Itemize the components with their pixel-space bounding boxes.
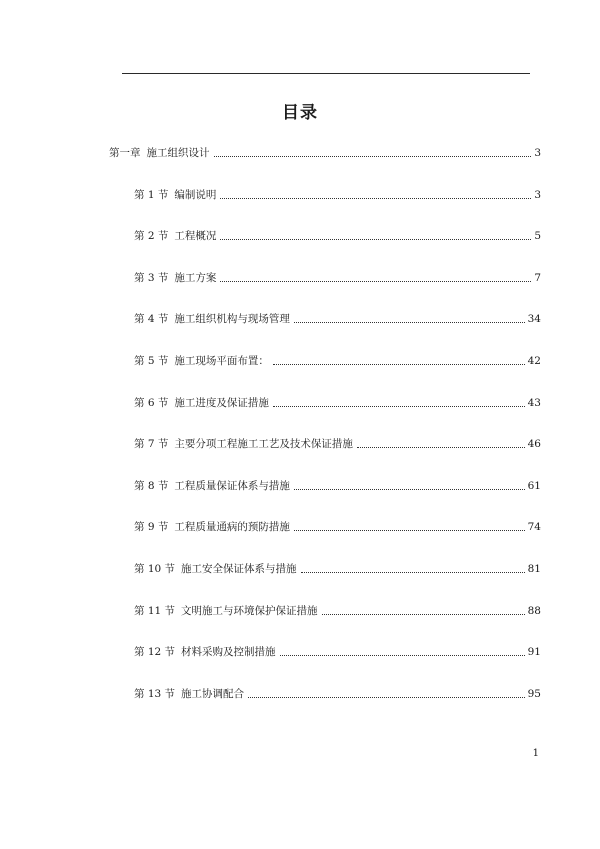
toc-entry-label — [134, 479, 290, 493]
toc-entry-number: 第 6 节 — [134, 397, 169, 409]
toc-entry-page: 81 — [527, 563, 541, 575]
toc-entry-text: 材料采购及控制措施 — [181, 646, 276, 658]
toc-entry-page: 34 — [527, 313, 541, 325]
toc-leader-dots — [294, 322, 525, 323]
toc-entry-label — [134, 188, 216, 202]
toc-leader-dots — [273, 364, 525, 365]
toc-entry-label — [134, 396, 269, 410]
toc-entry[interactable] — [134, 518, 541, 534]
page-number: 1 — [532, 748, 539, 759]
toc-entry-number: 第 7 节 — [134, 438, 169, 450]
toc-entry-number: 第 10 节 — [134, 563, 176, 575]
toc-entry[interactable] — [134, 685, 541, 701]
toc-entry-number: 第 2 节 — [134, 230, 169, 242]
toc-entry-label — [134, 562, 297, 576]
toc-entry-label — [134, 520, 290, 534]
toc-entry-text: 施工组织设计 — [146, 147, 210, 159]
toc-entry-number: 第 5 节 — [134, 355, 169, 367]
toc-entry[interactable] — [134, 186, 541, 202]
toc-entry[interactable] — [134, 310, 541, 326]
toc-entry-page: 42 — [527, 355, 541, 367]
toc-entry-number: 第 13 节 — [134, 688, 176, 700]
toc-leader-dots — [220, 281, 531, 282]
toc-leader-dots — [220, 239, 531, 240]
toc-entry[interactable] — [134, 352, 541, 368]
toc-entry-text: 施工安全保证体系与措施 — [181, 563, 297, 575]
toc-entry-text: 文明施工与环境保护保证措施 — [181, 605, 318, 617]
toc-entry-label — [134, 687, 244, 701]
toc-entry[interactable] — [134, 602, 541, 618]
toc-leader-dots — [357, 447, 525, 448]
toc-entry-text: 施工协调配合 — [181, 688, 245, 700]
toc-leader-dots — [214, 156, 532, 157]
toc-entry[interactable] — [134, 477, 541, 493]
toc-entry-label — [134, 604, 318, 618]
toc-entry[interactable] — [134, 560, 541, 576]
toc-entry-label — [134, 354, 269, 368]
toc-entry-text: 工程质量通病的预防措施 — [174, 521, 290, 533]
toc-entry-number: 第 3 节 — [134, 272, 169, 284]
toc-entry-label — [134, 645, 276, 659]
toc-entry-page: 88 — [527, 605, 541, 617]
toc-entry-text: 施工组织机构与现场管理 — [174, 313, 290, 325]
toc-entry-text: 施工进度及保证措施 — [174, 397, 269, 409]
toc-entry-label — [109, 146, 210, 160]
toc-entry-label — [134, 437, 353, 451]
toc-entry-page: 3 — [534, 189, 541, 201]
toc-leader-dots — [294, 489, 525, 490]
toc-entry-label — [134, 312, 290, 326]
toc-leader-dots — [220, 198, 531, 199]
toc-entry[interactable] — [134, 227, 541, 243]
toc-entry-page: 61 — [527, 480, 541, 492]
toc-entry-number: 第 12 节 — [134, 646, 176, 658]
toc-entry-text: 工程质量保证体系与措施 — [174, 480, 290, 492]
toc-entry-page: 43 — [527, 397, 541, 409]
toc-entry-page: 7 — [534, 272, 541, 284]
toc-entry-text: 主要分项工程施工工艺及技术保证措施 — [174, 438, 353, 450]
toc-entry[interactable] — [134, 643, 541, 659]
toc-entry-page: 95 — [527, 688, 541, 700]
toc-entry[interactable] — [134, 394, 541, 410]
toc-entry-text: 工程概况 — [174, 230, 217, 242]
toc-leader-dots — [322, 614, 525, 615]
toc-entry-number: 第 9 节 — [134, 521, 169, 533]
toc-entry-text: 施工方案 — [174, 272, 217, 284]
toc-entry-text: 编制说明 — [174, 189, 217, 201]
toc-entry-number: 第一章 — [109, 147, 141, 159]
toc-entry-page: 46 — [527, 438, 541, 450]
toc-entry-page: 74 — [527, 521, 541, 533]
toc-entry[interactable] — [134, 435, 541, 451]
toc-leader-dots — [273, 406, 525, 407]
page-title: 目录 — [282, 103, 318, 123]
toc-leader-dots — [280, 655, 525, 656]
toc-entry-page: 91 — [527, 646, 541, 658]
toc-entry-label — [134, 271, 216, 285]
toc-leader-dots — [294, 530, 525, 531]
toc-entry-number: 第 11 节 — [134, 605, 176, 617]
toc-entry-text: 施工现场平面布置： — [174, 355, 269, 367]
toc-entry-number: 第 8 节 — [134, 480, 169, 492]
toc-entry-number: 第 1 节 — [134, 189, 169, 201]
toc-entry-number: 第 4 节 — [134, 313, 169, 325]
toc-leader-dots — [301, 572, 525, 573]
toc-leader-dots — [248, 697, 525, 698]
toc-entry[interactable] — [109, 144, 541, 160]
toc-entry-page: 5 — [534, 230, 541, 242]
toc-entry-page: 3 — [534, 147, 541, 159]
toc-entry-label — [134, 229, 216, 243]
toc-entry[interactable] — [134, 269, 541, 285]
